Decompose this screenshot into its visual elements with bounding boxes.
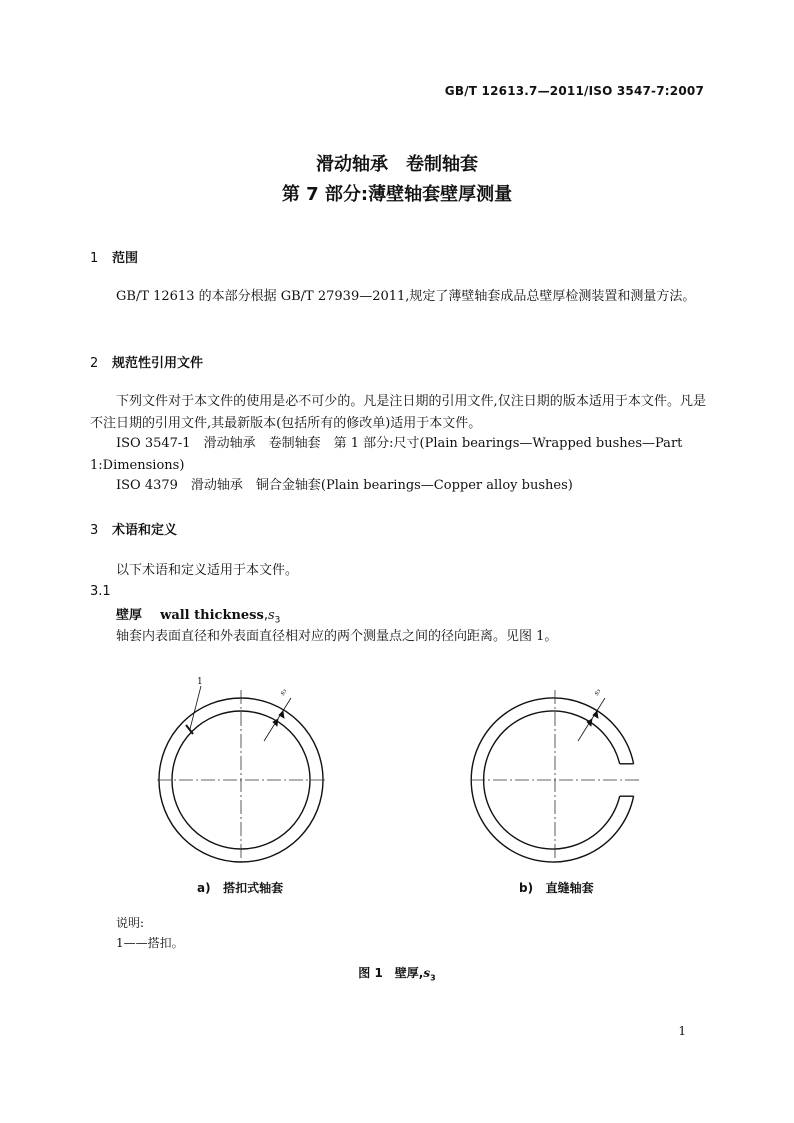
reference-iso-4379: ISO 4379 滑动轴承 铜合金轴套(Plain bearings—Copper alloy bushes): [116, 478, 573, 493]
section-2-heading: [90, 352, 203, 371]
subfigure-a-label: a): [197, 881, 211, 895]
figure-1-drawing: [0, 660, 794, 880]
term-definition: 轴套内表面直径和外表面直径相对应的两个测量点之间的径向距离。见图 1。: [116, 629, 558, 644]
section-2-number: 2: [90, 356, 99, 371]
subfigure-a-text: 搭扣式轴套: [223, 881, 284, 895]
section-3-heading: [90, 519, 177, 538]
figure-1-caption: [0, 964, 794, 982]
figure-caption-label: 图 1 壁厚,: [358, 966, 424, 980]
figure-caption-subscript: 3: [430, 973, 436, 983]
callout-1-leader: [190, 686, 201, 729]
dim-a-label: s₃: [278, 687, 289, 697]
callout-1-label: 1: [197, 677, 203, 687]
dim-b-label: s₃: [592, 687, 603, 697]
term-symbol: s: [267, 608, 275, 623]
subfigure-b-label: b): [519, 881, 534, 895]
term-symbol-subscript: 3: [274, 615, 281, 626]
dim-a-arrow-outer: [279, 711, 284, 718]
reference-iso-3547-1: ISO 3547-1 滑动轴承 卷制轴套 第 1 部分:尺寸(Plain bearings—Wrapped bushes—Part 1:Dimensions): [90, 436, 683, 473]
dim-b-arrow-outer: [593, 711, 598, 718]
section-1-paragraph: GB/T 12613 的本部分根据 GB/T 27939—2011,规定了薄壁轴套成品总壁厚检测装置和测量方法。: [116, 289, 696, 304]
document-title-line2: 第 7 部分:薄壁轴套壁厚测量: [281, 184, 513, 205]
page-number: 1: [678, 1024, 686, 1038]
section-3-intro: 以下术语和定义适用于本文件。: [116, 563, 299, 578]
subfigure-b-text: 直缝轴套: [545, 881, 594, 895]
section-2-intro: 下列文件对于本文件的使用是必不可少的。凡是注日期的引用文件,仅注日期的版本适用于本文件。凡是不注日期的引用文件,其最新版本(包括所有的修改单)适用于本文件。: [90, 394, 706, 431]
document-title-line1: 滑动轴承 卷制轴套: [316, 154, 478, 175]
figure-caption-symbol: s: [423, 966, 431, 980]
legend-title: 说明:: [116, 916, 145, 930]
subfigure-b-caption: [519, 879, 594, 896]
section-3-title: 术语和定义: [112, 523, 178, 538]
section-1-heading: [90, 247, 138, 266]
section-1-number: 1: [90, 251, 99, 266]
clinch-joint: [186, 725, 193, 734]
section-3-number: 3: [90, 523, 99, 538]
section-2-title: 规范性引用文件: [112, 356, 204, 371]
standard-code: GB/T 12613.7—2011/ISO 3547-7:2007: [444, 84, 704, 98]
subfigure-a-caption: [197, 879, 283, 896]
term-chinese: 壁厚: [116, 608, 143, 623]
term-entry: 壁厚 wall $thickness,s_3$: [116, 608, 281, 626]
section-1-title: 范围: [112, 251, 139, 266]
term-number: 3.1: [90, 584, 111, 599]
legend-item-1: 1——搭扣。: [116, 936, 184, 950]
term-english: wall thickness: [160, 608, 264, 623]
